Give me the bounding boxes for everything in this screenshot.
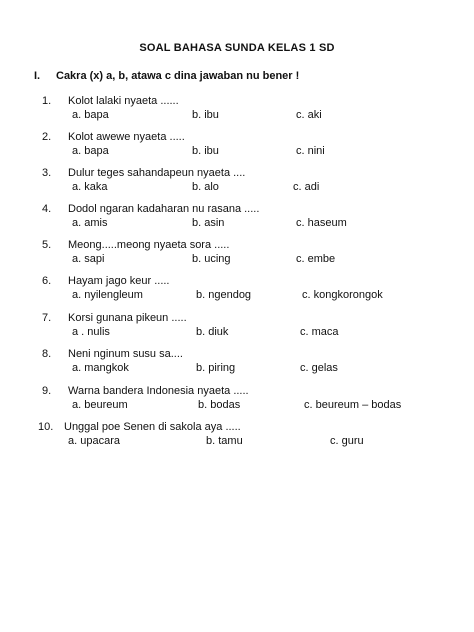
option-b[interactable]: b. ibu [192,109,219,121]
option-c[interactable]: c. guru [330,435,364,447]
section-number: I. [34,70,41,82]
option-b[interactable]: b. ibu [192,145,219,157]
option-a[interactable]: a. bapa [72,145,109,157]
option-a[interactable]: a. upacara [68,435,120,447]
option-c[interactable]: c. haseum [296,217,347,229]
question-number: 9. [42,385,52,397]
question-text: Hayam jago keur ..... [68,275,170,287]
question-text: Warna bandera Indonesia nyaeta ..... [68,385,249,397]
option-b[interactable]: b. diuk [196,326,229,338]
question-number: 10. [38,421,54,433]
option-c[interactable]: c. embe [296,253,336,265]
option-c[interactable]: c. nini [296,145,325,157]
option-c[interactable]: c. adi [293,181,320,193]
option-a[interactable]: a . nulis [72,326,110,338]
option-c[interactable]: c. beureum – bodas [304,399,402,411]
option-b[interactable]: b. piring [196,362,236,374]
option-b[interactable]: b. ngendog [196,289,252,301]
option-c[interactable]: c. kongkorongok [302,289,383,301]
question-number: 6. [42,275,52,287]
question-number: 5. [42,239,52,251]
option-a[interactable]: a. mangkok [72,362,129,374]
question-number: 4. [42,203,52,215]
option-a[interactable]: a. sapi [72,253,105,265]
question-number: 1. [42,95,52,107]
question-text: Kolot lalaki nyaeta ...... [68,95,179,107]
option-c[interactable]: c. aki [296,109,322,121]
option-a[interactable]: a. bapa [72,109,109,121]
option-b[interactable]: b. ucing [192,253,231,265]
option-a[interactable]: a. beureum [72,399,128,411]
question-number: 8. [42,348,52,360]
option-a[interactable]: a. amis [72,217,108,229]
question-text: Dodol ngaran kadaharan nu rasana ..... [68,203,260,215]
question-text: Meong.....meong nyaeta sora ..... [68,239,230,251]
question-text: Korsi gunana pikeun ..... [68,312,187,324]
question-text: Unggal poe Senen di sakola aya ..... [64,421,241,433]
question-number: 2. [42,131,52,143]
question-text: Dulur teges sahandapeun nyaeta .... [68,167,246,179]
question-number: 7. [42,312,52,324]
option-b[interactable]: b. asin [192,217,225,229]
option-b[interactable]: b. bodas [198,399,241,411]
option-c[interactable]: c. gelas [300,362,338,374]
option-b[interactable]: b. tamu [206,435,243,447]
option-b[interactable]: b. alo [192,181,219,193]
option-a[interactable]: a. nyilengleum [72,289,143,301]
question-number: 3. [42,167,52,179]
page-title: SOAL BAHASA SUNDA KELAS 1 SD [139,42,335,54]
question-text: Kolot awewe nyaeta ..... [68,131,185,143]
option-c[interactable]: c. maca [300,326,339,338]
section-instruction [34,70,299,82]
question-text: Neni nginum susu sa.... [68,348,183,360]
option-a[interactable]: a. kaka [72,181,108,193]
instruction-text: Cakra (x) a, b, atawa c dina jawaban nu bener ! [56,70,300,82]
